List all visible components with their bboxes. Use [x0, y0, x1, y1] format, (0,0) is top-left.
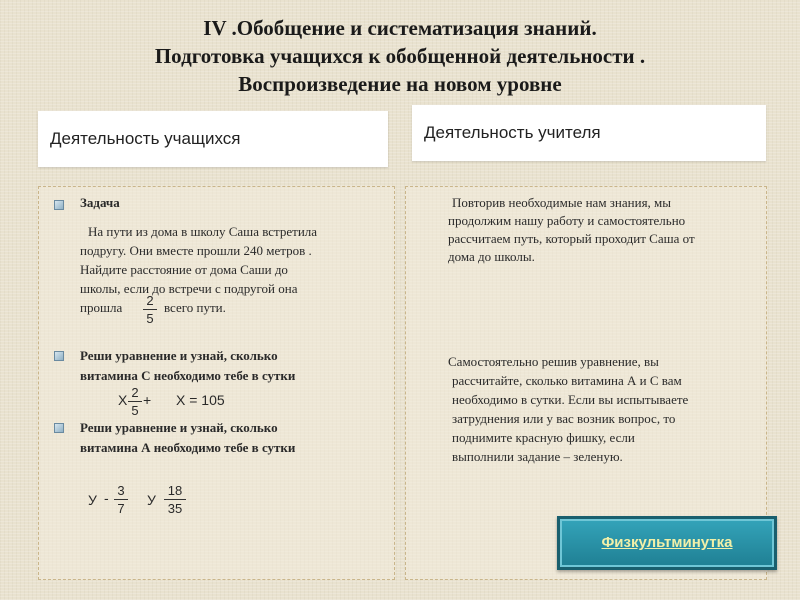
teacher-header-label: Деятельность учителя — [424, 123, 601, 142]
equation1-x: Х — [118, 392, 128, 408]
equation2-fraction: 18 35 — [164, 483, 186, 516]
equation1-line: витамина С необходимо тебе в сутки — [80, 368, 296, 383]
task-line: подругу. Они вместе прошли 240 метров . — [80, 243, 312, 258]
equation2-line: Реши уравнение и узнай, сколько — [80, 420, 278, 435]
equation1-plus: + — [143, 392, 152, 408]
teacher-paragraph-line: затруднения или у вас возник вопрос, то — [452, 411, 676, 426]
physical-exercise-button[interactable] — [557, 516, 777, 570]
task-line: всего пути. — [164, 300, 226, 315]
teacher-paragraph-line: рассчитаем путь, который проходит Саша от — [448, 231, 695, 246]
title-line-3: Воспроизведение на новом уровне — [238, 72, 562, 96]
students-header — [38, 111, 388, 167]
teacher-paragraph-line: продолжим нашу работу и самостоятельно — [448, 213, 686, 228]
teacher-paragraph-line: Самостоятельно решив уравнение, вы — [448, 354, 659, 369]
students-header-label: Деятельность учащихся — [50, 129, 241, 148]
title-line-1: IV .Обобщение и систематизация знаний. — [203, 16, 597, 40]
teacher-paragraph-line: необходимо в сутки. Если вы испытываете — [452, 392, 689, 407]
equation1-rhs: Х = 105 — [176, 392, 225, 408]
task-line: прошла — [80, 300, 123, 315]
teacher-paragraph-line: дома до школы. — [448, 249, 535, 264]
bullet-icon — [54, 351, 64, 361]
physical-exercise-button-label[interactable]: Физкультминутка — [601, 534, 733, 551]
task-line: Найдите расстояние от дома Саши до — [80, 262, 288, 277]
task-line: На пути из дома в школу Саша встретила — [88, 224, 318, 239]
equation1-fraction: 2 5 — [128, 385, 142, 418]
bullet-icon — [54, 200, 64, 210]
teacher-paragraph-line: рассчитайте, сколько витамина А и С вам — [452, 373, 682, 388]
teacher-paragraph-line: поднимите красную фишку, если — [452, 430, 635, 445]
equation2-y: У — [147, 492, 156, 508]
equation2-line: витамина А необходимо тебе в сутки — [80, 440, 296, 455]
teacher-paragraph-line: Повторив необходимые нам знания, мы — [452, 195, 672, 210]
teacher-paragraph-line: выполнили задание – зеленую. — [452, 449, 623, 464]
task-label: Задача — [80, 195, 120, 210]
equation1-line: Реши уравнение и узнай, сколько — [80, 348, 278, 363]
task-line: школы, если до встречи с подругой она — [80, 281, 298, 296]
slide-title — [20, 14, 780, 98]
equation2-y: У — [88, 492, 97, 508]
title-line-2: Подготовка учащихся к обобщенной деятельности . — [154, 44, 646, 68]
equation2-fraction: 3 7 — [114, 483, 128, 516]
teacher-header — [412, 105, 766, 161]
equation2-minus: - — [104, 490, 109, 506]
bullet-icon — [54, 423, 64, 433]
fraction-two-fifths: 2 5 — [143, 293, 157, 326]
